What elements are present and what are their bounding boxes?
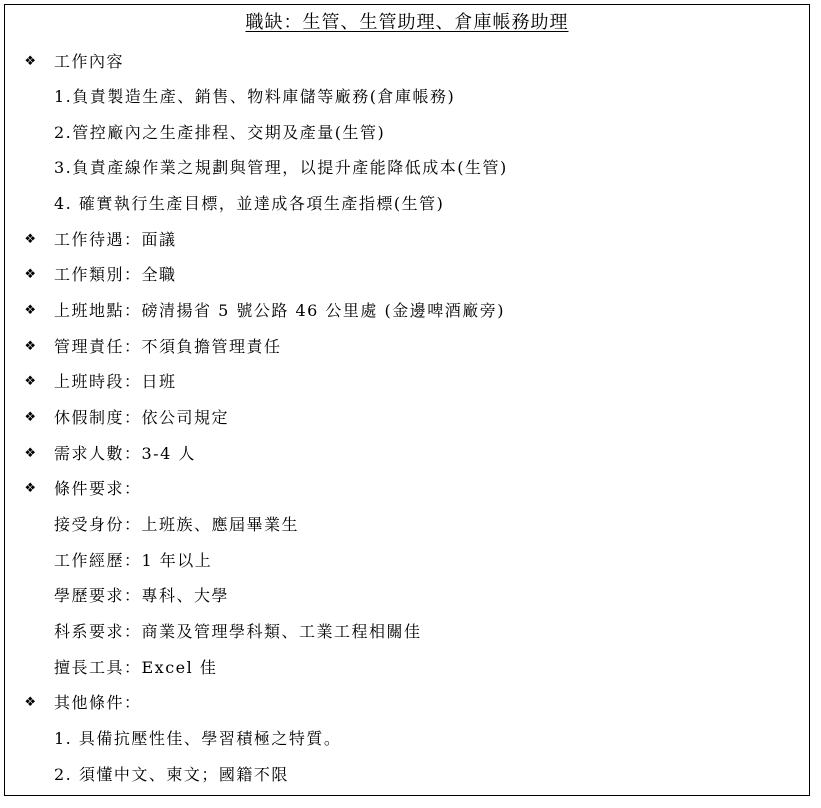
section-heading [5, 685, 809, 721]
list-item [5, 650, 809, 686]
line-text: 休假制度：依公司規定 [54, 408, 230, 427]
line-text: 條件要求： [54, 479, 142, 498]
line-text: 工作待遇：面議 [54, 230, 177, 249]
list-item [5, 614, 809, 650]
line-text: 1.負責製造生產、銷售、物料庫儲等廠務(倉庫帳務) [54, 87, 456, 106]
line-text: 需求人數：3-4 人 [54, 444, 196, 463]
list-item [5, 186, 809, 222]
list-item [5, 543, 809, 579]
line-text: 工作內容 [54, 52, 125, 71]
diamond-bullet-icon: ❖ [24, 374, 38, 389]
section-heading [5, 471, 809, 507]
list-item [5, 150, 809, 186]
bullet-item [5, 436, 809, 472]
line-text: 接受身份：上班族、應屆畢業生 [54, 515, 300, 534]
diamond-bullet-icon: ❖ [24, 339, 38, 354]
line-text: 工作類別：全職 [54, 265, 177, 284]
diamond-bullet-icon: ❖ [24, 410, 38, 425]
line-text: 3.負責產線作業之規劃與管理，以提升產能降低成本(生管) [54, 158, 508, 177]
line-text: 2.管控廠內之生產排程、交期及產量(生管) [54, 123, 386, 142]
line-text: 工作經歷：1 年以上 [54, 551, 213, 570]
line-text: 4. 確實執行生產目標，並達成各項生產指標(生管) [54, 194, 445, 213]
line-text: 上班地點：磅清揚省 5 號公路 46 公里處 (金邊啤酒廠旁) [54, 301, 505, 320]
bullet-item [5, 400, 809, 436]
list-item [5, 721, 809, 757]
bullet-item [5, 293, 809, 329]
section-heading [5, 44, 809, 80]
title-text: 職缺：生管、生管助理、倉庫帳務助理 [245, 12, 569, 33]
diamond-bullet-icon: ❖ [24, 695, 38, 710]
bullet-item [5, 329, 809, 365]
list-item [5, 578, 809, 614]
list-item [5, 507, 809, 543]
page-title [5, 10, 809, 36]
list-item [5, 115, 809, 151]
line-text: 1. 具備抗壓性佳、學習積極之特質。 [54, 729, 342, 748]
diamond-bullet-icon: ❖ [24, 446, 38, 461]
list-item [5, 757, 809, 793]
diamond-bullet-icon: ❖ [24, 267, 38, 282]
line-text: 學歷要求：專科、大學 [54, 586, 230, 605]
line-text: 上班時段：日班 [54, 372, 177, 391]
job-posting-box [4, 4, 810, 796]
diamond-bullet-icon: ❖ [24, 54, 38, 69]
line-text: 2. 須懂中文、柬文；國籍不限 [54, 765, 289, 784]
bullet-item [5, 222, 809, 258]
line-text: 其他條件： [54, 693, 142, 712]
line-text: 管理責任：不須負擔管理責任 [54, 337, 282, 356]
bullet-item [5, 364, 809, 400]
line-text: 科系要求：商業及管理學科類、工業工程相關佳 [54, 622, 422, 641]
line-text: 擅長工具：Excel 佳 [54, 658, 218, 677]
list-item [5, 79, 809, 115]
diamond-bullet-icon: ❖ [24, 303, 38, 318]
diamond-bullet-icon: ❖ [24, 481, 38, 496]
bullet-item [5, 257, 809, 293]
diamond-bullet-icon: ❖ [24, 232, 38, 247]
